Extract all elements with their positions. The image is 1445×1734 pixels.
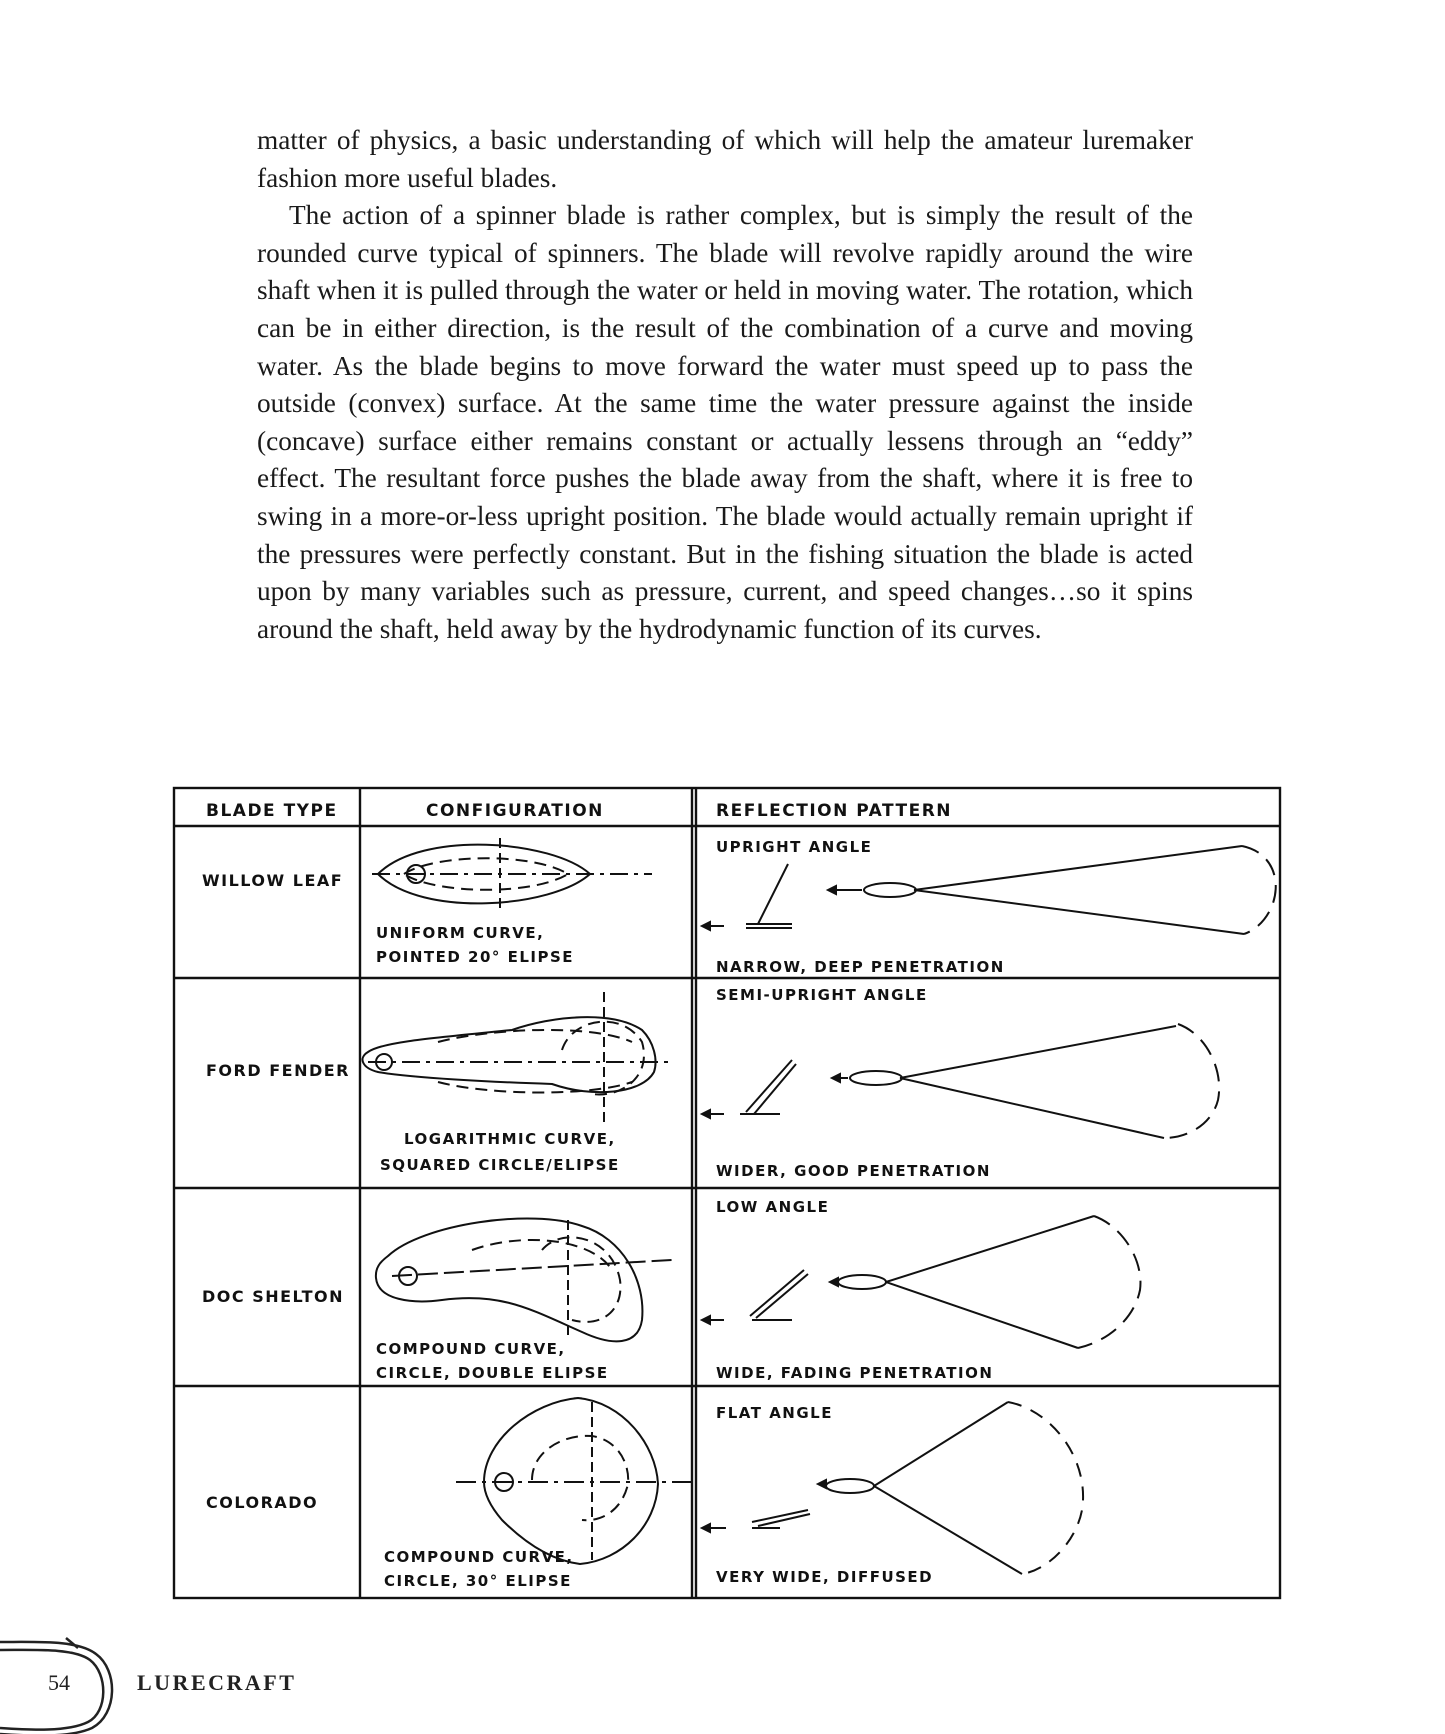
angle-doc: LOW ANGLE — [716, 1198, 830, 1216]
blade-type-colorado: COLORADO — [206, 1493, 319, 1512]
pattern-willow: NARROW, DEEP PENETRATION — [716, 958, 1005, 976]
body-text — [257, 122, 1193, 648]
paragraph: matter of physics, a basic understanding of which will help the amateur luremaker fashion more useful blades. — [257, 125, 1193, 193]
blade-table-drawing — [172, 780, 1284, 1602]
config-willow-line2: POINTED 20° ELIPSE — [376, 948, 575, 966]
running-head: LURECRAFT — [137, 1670, 297, 1695]
angle-ford: SEMI-UPRIGHT ANGLE — [716, 986, 928, 1004]
blade-type-ford-fender: FORD FENDER — [206, 1061, 350, 1080]
ford-fender-blade-sketch — [363, 992, 672, 1124]
header-reflection-pattern: REFLECTION PATTERN — [716, 801, 953, 821]
pattern-ford: WIDER, GOOD PENETRATION — [716, 1162, 991, 1180]
config-colorado-line2: CIRCLE, 30° ELIPSE — [384, 1572, 572, 1590]
page-footer — [0, 1630, 400, 1734]
config-colorado-line1: COMPOUND CURVE, — [384, 1548, 574, 1566]
config-ford-line2: SQUARED CIRCLE/ELIPSE — [380, 1156, 620, 1174]
doc-reflection-sketch — [702, 1216, 1140, 1348]
config-willow-line1: UNIFORM CURVE, — [376, 924, 545, 942]
ford-reflection-sketch — [702, 1024, 1219, 1138]
config-doc-line2: CIRCLE, DOUBLE ELIPSE — [376, 1364, 609, 1382]
paragraph: The action of a spinner blade is rather complex, but is simply the result of the rounded curve typical of spinners. The blade will revolve rapidly around the wire shaft when it is pulled through the water or held in moving water. The rotation, which can be in either direction, is the result of the combination of a curve and moving water. As the blade begins to move forward the water must speed up to pass the outside (convex) surface. At the same time the water pressure against the inside (concave) surface either remains constant or actually lessens through an “eddy” effect. The resultant force pushes the blade away from the shaft, where it is free to swing in a more-or-less upright position. The blade would actually remain upright if the pressures were perfectly constant. But in the fishing situation the blade is acted upon by many variables such as pressure, current, and speed changes…so it spins around the shaft, held away by the hydrodynamic function of its curves. — [257, 200, 1193, 644]
page-number: 54 — [48, 1670, 70, 1695]
header-configuration: CONFIGURATION — [426, 801, 604, 821]
doc-shelton-blade-sketch — [376, 1218, 672, 1341]
blade-type-willow-leaf: WILLOW LEAF — [202, 871, 344, 890]
config-doc-line1: COMPOUND CURVE, — [376, 1340, 566, 1358]
pattern-colorado: VERY WIDE, DIFFUSED — [716, 1568, 934, 1586]
blade-comparison-figure — [172, 780, 1284, 1602]
willow-leaf-blade-sketch — [372, 838, 652, 910]
table-frame — [174, 788, 1280, 1598]
header-blade-type: BLADE TYPE — [206, 801, 338, 821]
colorado-blade-sketch — [456, 1398, 692, 1564]
config-ford-line1: LOGARITHMIC CURVE, — [404, 1130, 616, 1148]
blade-type-doc-shelton: DOC SHELTON — [202, 1287, 344, 1306]
pattern-doc: WIDE, FADING PENETRATION — [716, 1364, 994, 1382]
angle-willow: UPRIGHT ANGLE — [716, 838, 873, 856]
angle-colorado: FLAT ANGLE — [716, 1404, 833, 1422]
willow-reflection-sketch — [702, 846, 1276, 934]
colorado-reflection-sketch — [702, 1402, 1083, 1574]
fish-hook-icon — [0, 1630, 140, 1734]
